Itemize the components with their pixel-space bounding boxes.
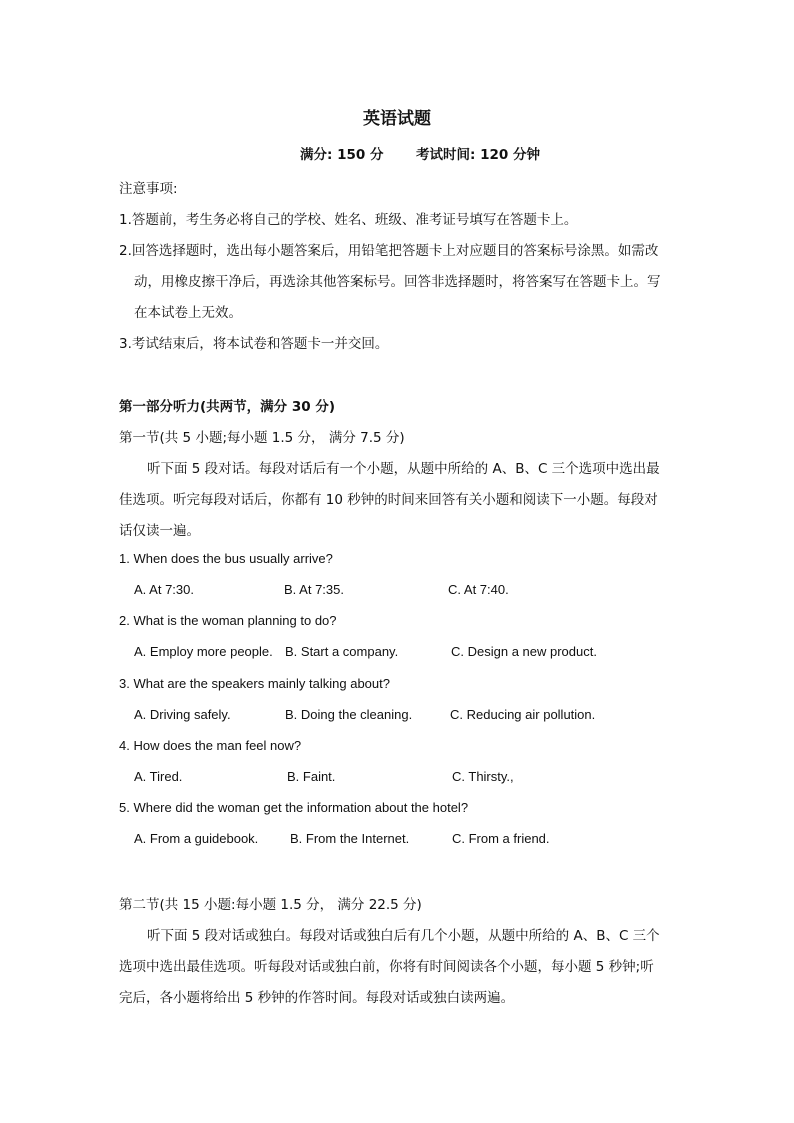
section-1-heading: 第一节(共 5 小题;每小题 1.5 分， 满分 7.5 分) (119, 430, 405, 446)
question-5-option-a: A. From a guidebook. (134, 831, 259, 846)
section-1-instructions-line-2: 佳选项。听完每段对话后，你都有 10 秒钟的时间来回答有关小题和阅读下一小题。每段对 (119, 492, 658, 508)
question-4-option-b: B. Faint. (287, 769, 336, 784)
question-2: 2. What is the woman planning to do? (119, 613, 337, 628)
question-4-option-c: C. Thirsty., (452, 769, 514, 784)
section-1-instructions-line-1: 听下面 5 段对话。每段对话后有一个小题，从题中所给的 A、B、C 三个选项中选出最 (147, 461, 660, 477)
section-1-instructions-line-3: 话仅读一遍。 (119, 523, 200, 539)
question-5-option-b: B. From the Internet. (290, 831, 410, 846)
note-item-3: 3.考试结束后，将本试卷和答题卡一并交回。 (119, 336, 389, 352)
note-item-2-line-1: 2.回答选择题时，选出每小题答案后，用铅笔把答题卡上对应题目的答案标号涂黑。如需改 (119, 243, 659, 259)
part-1-heading: 第一部分听力(共两节，满分 30 分) (119, 399, 336, 415)
note-item-2-line-2: 动，用橡皮擦干净后，再选涂其他答案标号。回答非选择题时，将答案写在答题卡上。写 (134, 274, 661, 290)
question-2-option-a: A. Employ more people. (134, 644, 273, 659)
section-2-instructions-line-3: 完后，各小题将给出 5 秒钟的作答时间。每段对话或独白读两遍。 (119, 990, 515, 1006)
question-3-option-c: C. Reducing air pollution. (450, 707, 596, 722)
section-2-instructions-line-1: 听下面 5 段对话或独白。每段对话或独白后有几个小题，从题中所给的 A、B、C 三个 (147, 928, 660, 944)
question-4-option-a: A. Tired. (134, 769, 183, 784)
question-1-option-a: A. At 7:30. (134, 582, 194, 597)
note-item-1: 1.答题前，考生务必将自己的学校、姓名、班级、准考证号填写在答题卡上。 (119, 212, 578, 228)
question-1-option-c: C. At 7:40. (448, 582, 509, 597)
section-2-heading: 第二节(共 15 小题:每小题 1.5 分， 满分 22.5 分) (119, 897, 422, 913)
page-title: 英语试题 (363, 109, 431, 129)
question-5-option-c: C. From a friend. (452, 831, 550, 846)
notes-heading: 注意事项: (119, 181, 178, 197)
question-2-option-b: B. Start a company. (285, 644, 399, 659)
section-2-instructions-line-2: 选项中选出最佳选项。听每段对话或独白前，你将有时间阅读各个小题，每小题 5 秒钟;听 (119, 959, 654, 975)
question-3-option-b: B. Doing the cleaning. (285, 707, 413, 722)
question-4: 4. How does the man feel now? (119, 738, 302, 753)
full-score: 满分: 150 分 (300, 147, 384, 163)
exam-time: 考试时间: 120 分钟 (416, 147, 540, 163)
question-3-option-a: A. Driving safely. (134, 707, 231, 722)
question-3: 3. What are the speakers mainly talking about? (119, 676, 390, 691)
question-5: 5. Where did the woman get the information about the hotel? (119, 800, 469, 815)
note-item-2-line-3: 在本试卷上无效。 (134, 305, 242, 321)
question-1: 1. When does the bus usually arrive? (119, 551, 333, 566)
question-2-option-c: C. Design a new product. (451, 644, 597, 659)
question-1-option-b: B. At 7:35. (284, 582, 344, 597)
